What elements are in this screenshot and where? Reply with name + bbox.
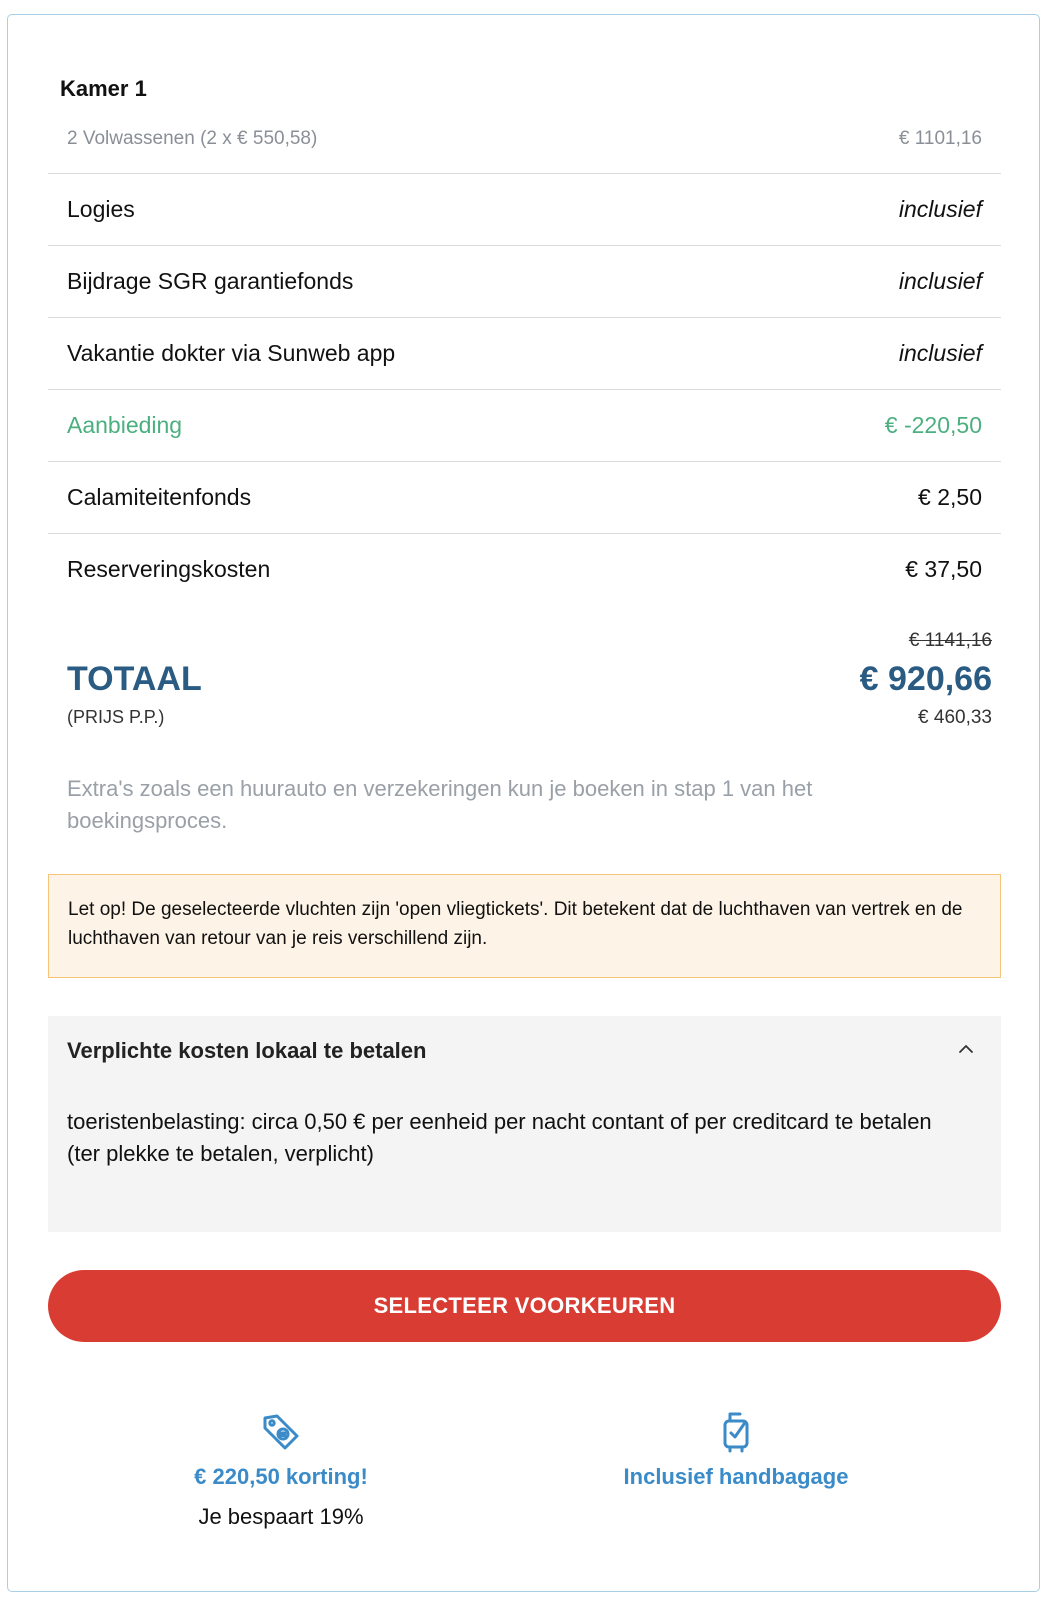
room-occupancy-row bbox=[48, 118, 1001, 174]
price-line-label: Calamiteitenfonds bbox=[67, 484, 252, 510]
price-line-doctor bbox=[48, 318, 1001, 390]
total-price: € 920,66 bbox=[859, 660, 992, 698]
extras-info-text: Extra's zoals een huurauto en verzekeringen kun je boeken in stap 1 van het boekingsproces. bbox=[67, 776, 813, 833]
price-line-label: Logies bbox=[67, 196, 135, 222]
discount-tag-icon bbox=[259, 1410, 303, 1454]
price-line-value: inclusief bbox=[898, 340, 982, 366]
price-per-person: € 460,33 bbox=[918, 707, 992, 728]
price-line-logies bbox=[48, 174, 1001, 246]
local-costs-panel bbox=[48, 1016, 1001, 1232]
price-line-value: € 2,50 bbox=[918, 484, 982, 510]
total-label: TOTAAL bbox=[67, 660, 202, 698]
price-line-label: Aanbieding bbox=[67, 412, 183, 438]
price-line-sgr bbox=[48, 246, 1001, 318]
price-line-label: Bijdrage SGR garantiefonds bbox=[67, 268, 354, 294]
discount-savings: Je bespaart 19% bbox=[198, 1504, 364, 1529]
room-title: Kamer 1 bbox=[60, 76, 147, 101]
price-line-value: inclusief bbox=[898, 268, 982, 294]
chevron-up-icon[interactable] bbox=[957, 1040, 975, 1058]
occupancy-label: 2 Volwassenen (2 x € 550,58) bbox=[67, 128, 318, 149]
price-line-booking-fee bbox=[48, 534, 1001, 606]
price-line-value: € -220,50 bbox=[884, 412, 982, 438]
notice-text: Let op! De geselecteerde vluchten zijn 'open vliegtickets'. Dit betekent dat de luchthaven van vertrek en de luchthaven van retour van je reis verschillend zijn. bbox=[68, 899, 963, 949]
price-line-label: Reserveringskosten bbox=[67, 556, 271, 582]
old-total-price: € 1141,16 bbox=[908, 630, 992, 651]
discount-amount: € 220,50 korting! bbox=[194, 1464, 368, 1489]
price-line-value: € 37,50 bbox=[905, 556, 982, 582]
total-sublabel: (PRIJS P.P.) bbox=[67, 707, 165, 727]
luggage-check-icon bbox=[714, 1410, 758, 1454]
price-line-discount bbox=[48, 390, 1001, 462]
price-line-label: Vakantie dokter via Sunweb app bbox=[67, 340, 396, 366]
local-costs-body: toeristenbelasting: circa 0,50 € per eenheid per nacht contant of per creditcard te betalen (ter plekke te betalen, verplicht) bbox=[67, 1109, 932, 1166]
usp-discount bbox=[101, 1410, 461, 1530]
price-line-value: inclusief bbox=[898, 196, 982, 222]
select-preferences-button[interactable]: SELECTEER VOORKEUREN bbox=[48, 1270, 1001, 1342]
occupancy-price: € 1101,16 bbox=[898, 128, 982, 149]
baggage-included-label: Inclusief handbagage bbox=[623, 1464, 849, 1489]
local-costs-heading[interactable]: Verplichte kosten lokaal te betalen bbox=[67, 1038, 427, 1063]
price-line-calamity-fund bbox=[48, 462, 1001, 534]
usp-baggage bbox=[556, 1410, 916, 1490]
open-tickets-notice bbox=[48, 874, 1001, 978]
